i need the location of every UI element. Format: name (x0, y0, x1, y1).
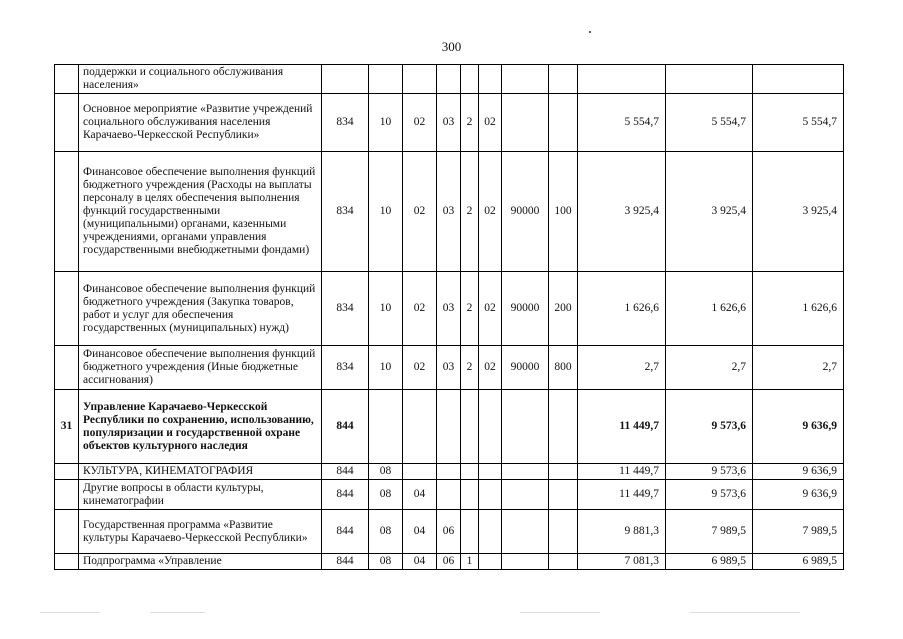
table-row (55, 480, 844, 510)
department-code-cell: 834 (322, 152, 369, 272)
amount-year1-cell (578, 65, 666, 94)
expense-type-cell (549, 390, 578, 464)
subprogram-code-cell (461, 390, 479, 464)
section-code-cell: 08 (369, 554, 403, 570)
direction-code-cell: 90000 (502, 346, 549, 390)
budget-table (54, 64, 844, 570)
amount-year3-cell (753, 65, 844, 94)
section-code-cell: 08 (369, 464, 403, 480)
row-number-cell (55, 346, 79, 390)
subsection-code-cell (403, 65, 437, 94)
subsection-code-cell: 02 (403, 346, 437, 390)
amount-year3-cell: 3 925,4 (753, 152, 844, 272)
amount-year3-cell: 6 989,5 (753, 554, 844, 570)
scan-speck (589, 31, 591, 33)
program-code-cell: 03 (437, 346, 461, 390)
subsection-code-cell: 04 (403, 480, 437, 510)
section-code-cell: 10 (369, 272, 403, 346)
direction-code-cell (502, 510, 549, 554)
amount-year2-cell: 3 925,4 (666, 152, 753, 272)
row-name-cell: Управление Карачаево-Черкесской Республики по сохранению, использованию, популяризации и государственной охране объектов культурного наследия (79, 390, 322, 464)
scan-artifact (150, 612, 205, 613)
amount-year1-cell: 1 626,6 (578, 272, 666, 346)
activity-code-cell: 02 (479, 346, 502, 390)
department-code-cell: 844 (322, 510, 369, 554)
expense-type-cell: 100 (549, 152, 578, 272)
row-name-cell: Финансовое обеспечение выполнения функций бюджетного учреждения (Расходы на выплаты персоналу в целях обеспечения выполнения функций государственными (муниципальными) органами, казенными учреждениями, органами управления государственными внебюджетными фондами) (79, 152, 322, 272)
department-code-cell: 844 (322, 390, 369, 464)
program-code-cell (437, 390, 461, 464)
amount-year3-cell: 9 636,9 (753, 390, 844, 464)
amount-year2-cell: 9 573,6 (666, 480, 753, 510)
department-code-cell: 844 (322, 480, 369, 510)
section-code-cell (369, 65, 403, 94)
expense-type-cell (549, 65, 578, 94)
amount-year2-cell: 2,7 (666, 346, 753, 390)
row-name-cell: Финансовое обеспечение выполнения функций бюджетного учреждения (Закупка товаров, работ и услуг для обеспечения государственных (муниципальных) нужд) (79, 272, 322, 346)
table-row (55, 152, 844, 272)
activity-code-cell (479, 65, 502, 94)
program-code-cell: 06 (437, 510, 461, 554)
amount-year1-cell: 11 449,7 (578, 464, 666, 480)
activity-code-cell (479, 390, 502, 464)
direction-code-cell (502, 390, 549, 464)
row-name-cell: КУЛЬТУРА, КИНЕМАТОГРАФИЯ (79, 464, 322, 480)
table-body (55, 65, 844, 570)
subprogram-code-cell: 1 (461, 554, 479, 570)
amount-year3-cell: 9 636,9 (753, 464, 844, 480)
activity-code-cell (479, 510, 502, 554)
table-row (55, 346, 844, 390)
amount-year1-cell: 11 449,7 (578, 480, 666, 510)
direction-code-cell (502, 65, 549, 94)
subprogram-code-cell: 2 (461, 94, 479, 152)
direction-code-cell: 90000 (502, 272, 549, 346)
subprogram-code-cell: 2 (461, 152, 479, 272)
amount-year2-cell: 9 573,6 (666, 390, 753, 464)
direction-code-cell (502, 94, 549, 152)
activity-code-cell (479, 464, 502, 480)
subsection-code-cell: 04 (403, 554, 437, 570)
expense-type-cell (549, 510, 578, 554)
scan-artifact (690, 612, 800, 613)
direction-code-cell (502, 464, 549, 480)
row-number-cell (55, 65, 79, 94)
row-name-cell: поддержки и социального обслуживания населения» (79, 65, 322, 94)
subsection-code-cell: 02 (403, 272, 437, 346)
row-name-cell: Финансовое обеспечение выполнения функций бюджетного учреждения (Иные бюджетные ассигнования) (79, 346, 322, 390)
table-row (55, 65, 844, 94)
expense-type-cell (549, 94, 578, 152)
amount-year2-cell: 5 554,7 (666, 94, 753, 152)
row-number-cell (55, 152, 79, 272)
department-code-cell: 834 (322, 94, 369, 152)
expense-type-cell (549, 554, 578, 570)
subprogram-code-cell: 2 (461, 346, 479, 390)
program-code-cell (437, 464, 461, 480)
program-code-cell: 06 (437, 554, 461, 570)
amount-year2-cell: 7 989,5 (666, 510, 753, 554)
row-number-cell: 31 (55, 390, 79, 464)
table-row (55, 464, 844, 480)
amount-year2-cell: 1 626,6 (666, 272, 753, 346)
table-row (55, 272, 844, 346)
amount-year3-cell: 9 636,9 (753, 480, 844, 510)
page-number: 300 (441, 39, 462, 54)
program-code-cell: 03 (437, 272, 461, 346)
section-code-cell: 10 (369, 94, 403, 152)
amount-year1-cell: 7 081,3 (578, 554, 666, 570)
section-code-cell: 08 (369, 480, 403, 510)
subsection-code-cell: 04 (403, 510, 437, 554)
program-code-cell (437, 65, 461, 94)
direction-code-cell (502, 480, 549, 510)
expense-type-cell (549, 464, 578, 480)
amount-year3-cell: 1 626,6 (753, 272, 844, 346)
amount-year3-cell: 2,7 (753, 346, 844, 390)
row-name-cell: Другие вопросы в области культуры, кинематографии (79, 480, 322, 510)
expense-type-cell: 800 (549, 346, 578, 390)
amount-year3-cell: 5 554,7 (753, 94, 844, 152)
table-row (55, 554, 844, 570)
subprogram-code-cell: 2 (461, 272, 479, 346)
section-code-cell: 08 (369, 510, 403, 554)
amount-year1-cell: 2,7 (578, 346, 666, 390)
department-code-cell: 834 (322, 272, 369, 346)
scan-artifact (40, 612, 100, 613)
subsection-code-cell (403, 464, 437, 480)
section-code-cell: 10 (369, 152, 403, 272)
subprogram-code-cell (461, 510, 479, 554)
subsection-code-cell: 02 (403, 94, 437, 152)
direction-code-cell (502, 554, 549, 570)
activity-code-cell (479, 480, 502, 510)
activity-code-cell: 02 (479, 272, 502, 346)
row-number-cell (55, 510, 79, 554)
amount-year1-cell: 9 881,3 (578, 510, 666, 554)
department-code-cell: 834 (322, 346, 369, 390)
direction-code-cell: 90000 (502, 152, 549, 272)
row-name-cell: Подпрограмма «Управление (79, 554, 322, 570)
amount-year2-cell (666, 65, 753, 94)
scan-artifact (520, 612, 600, 613)
program-code-cell: 03 (437, 152, 461, 272)
activity-code-cell (479, 554, 502, 570)
subprogram-code-cell (461, 480, 479, 510)
table-row (55, 390, 844, 464)
amount-year1-cell: 11 449,7 (578, 390, 666, 464)
row-name-cell: Основное мероприятие «Развитие учреждений социального обслуживания населения Карачаево-Черкесской Республики» (79, 94, 322, 152)
row-number-cell (55, 554, 79, 570)
program-code-cell: 03 (437, 94, 461, 152)
expense-type-cell: 200 (549, 272, 578, 346)
amount-year1-cell: 5 554,7 (578, 94, 666, 152)
department-code-cell (322, 65, 369, 94)
expense-type-cell (549, 480, 578, 510)
subprogram-code-cell (461, 65, 479, 94)
section-code-cell: 10 (369, 346, 403, 390)
subsection-code-cell: 02 (403, 152, 437, 272)
amount-year2-cell: 9 573,6 (666, 464, 753, 480)
subprogram-code-cell (461, 464, 479, 480)
activity-code-cell: 02 (479, 94, 502, 152)
row-number-cell (55, 94, 79, 152)
row-name-cell: Государственная программа «Развитие культуры Карачаево-Черкесской Республики» (79, 510, 322, 554)
row-number-cell (55, 272, 79, 346)
table-row (55, 94, 844, 152)
table-row (55, 510, 844, 554)
subsection-code-cell (403, 390, 437, 464)
department-code-cell: 844 (322, 554, 369, 570)
amount-year1-cell: 3 925,4 (578, 152, 666, 272)
department-code-cell: 844 (322, 464, 369, 480)
row-number-cell (55, 480, 79, 510)
row-number-cell (55, 464, 79, 480)
amount-year3-cell: 7 989,5 (753, 510, 844, 554)
activity-code-cell: 02 (479, 152, 502, 272)
program-code-cell (437, 480, 461, 510)
section-code-cell (369, 390, 403, 464)
amount-year2-cell: 6 989,5 (666, 554, 753, 570)
